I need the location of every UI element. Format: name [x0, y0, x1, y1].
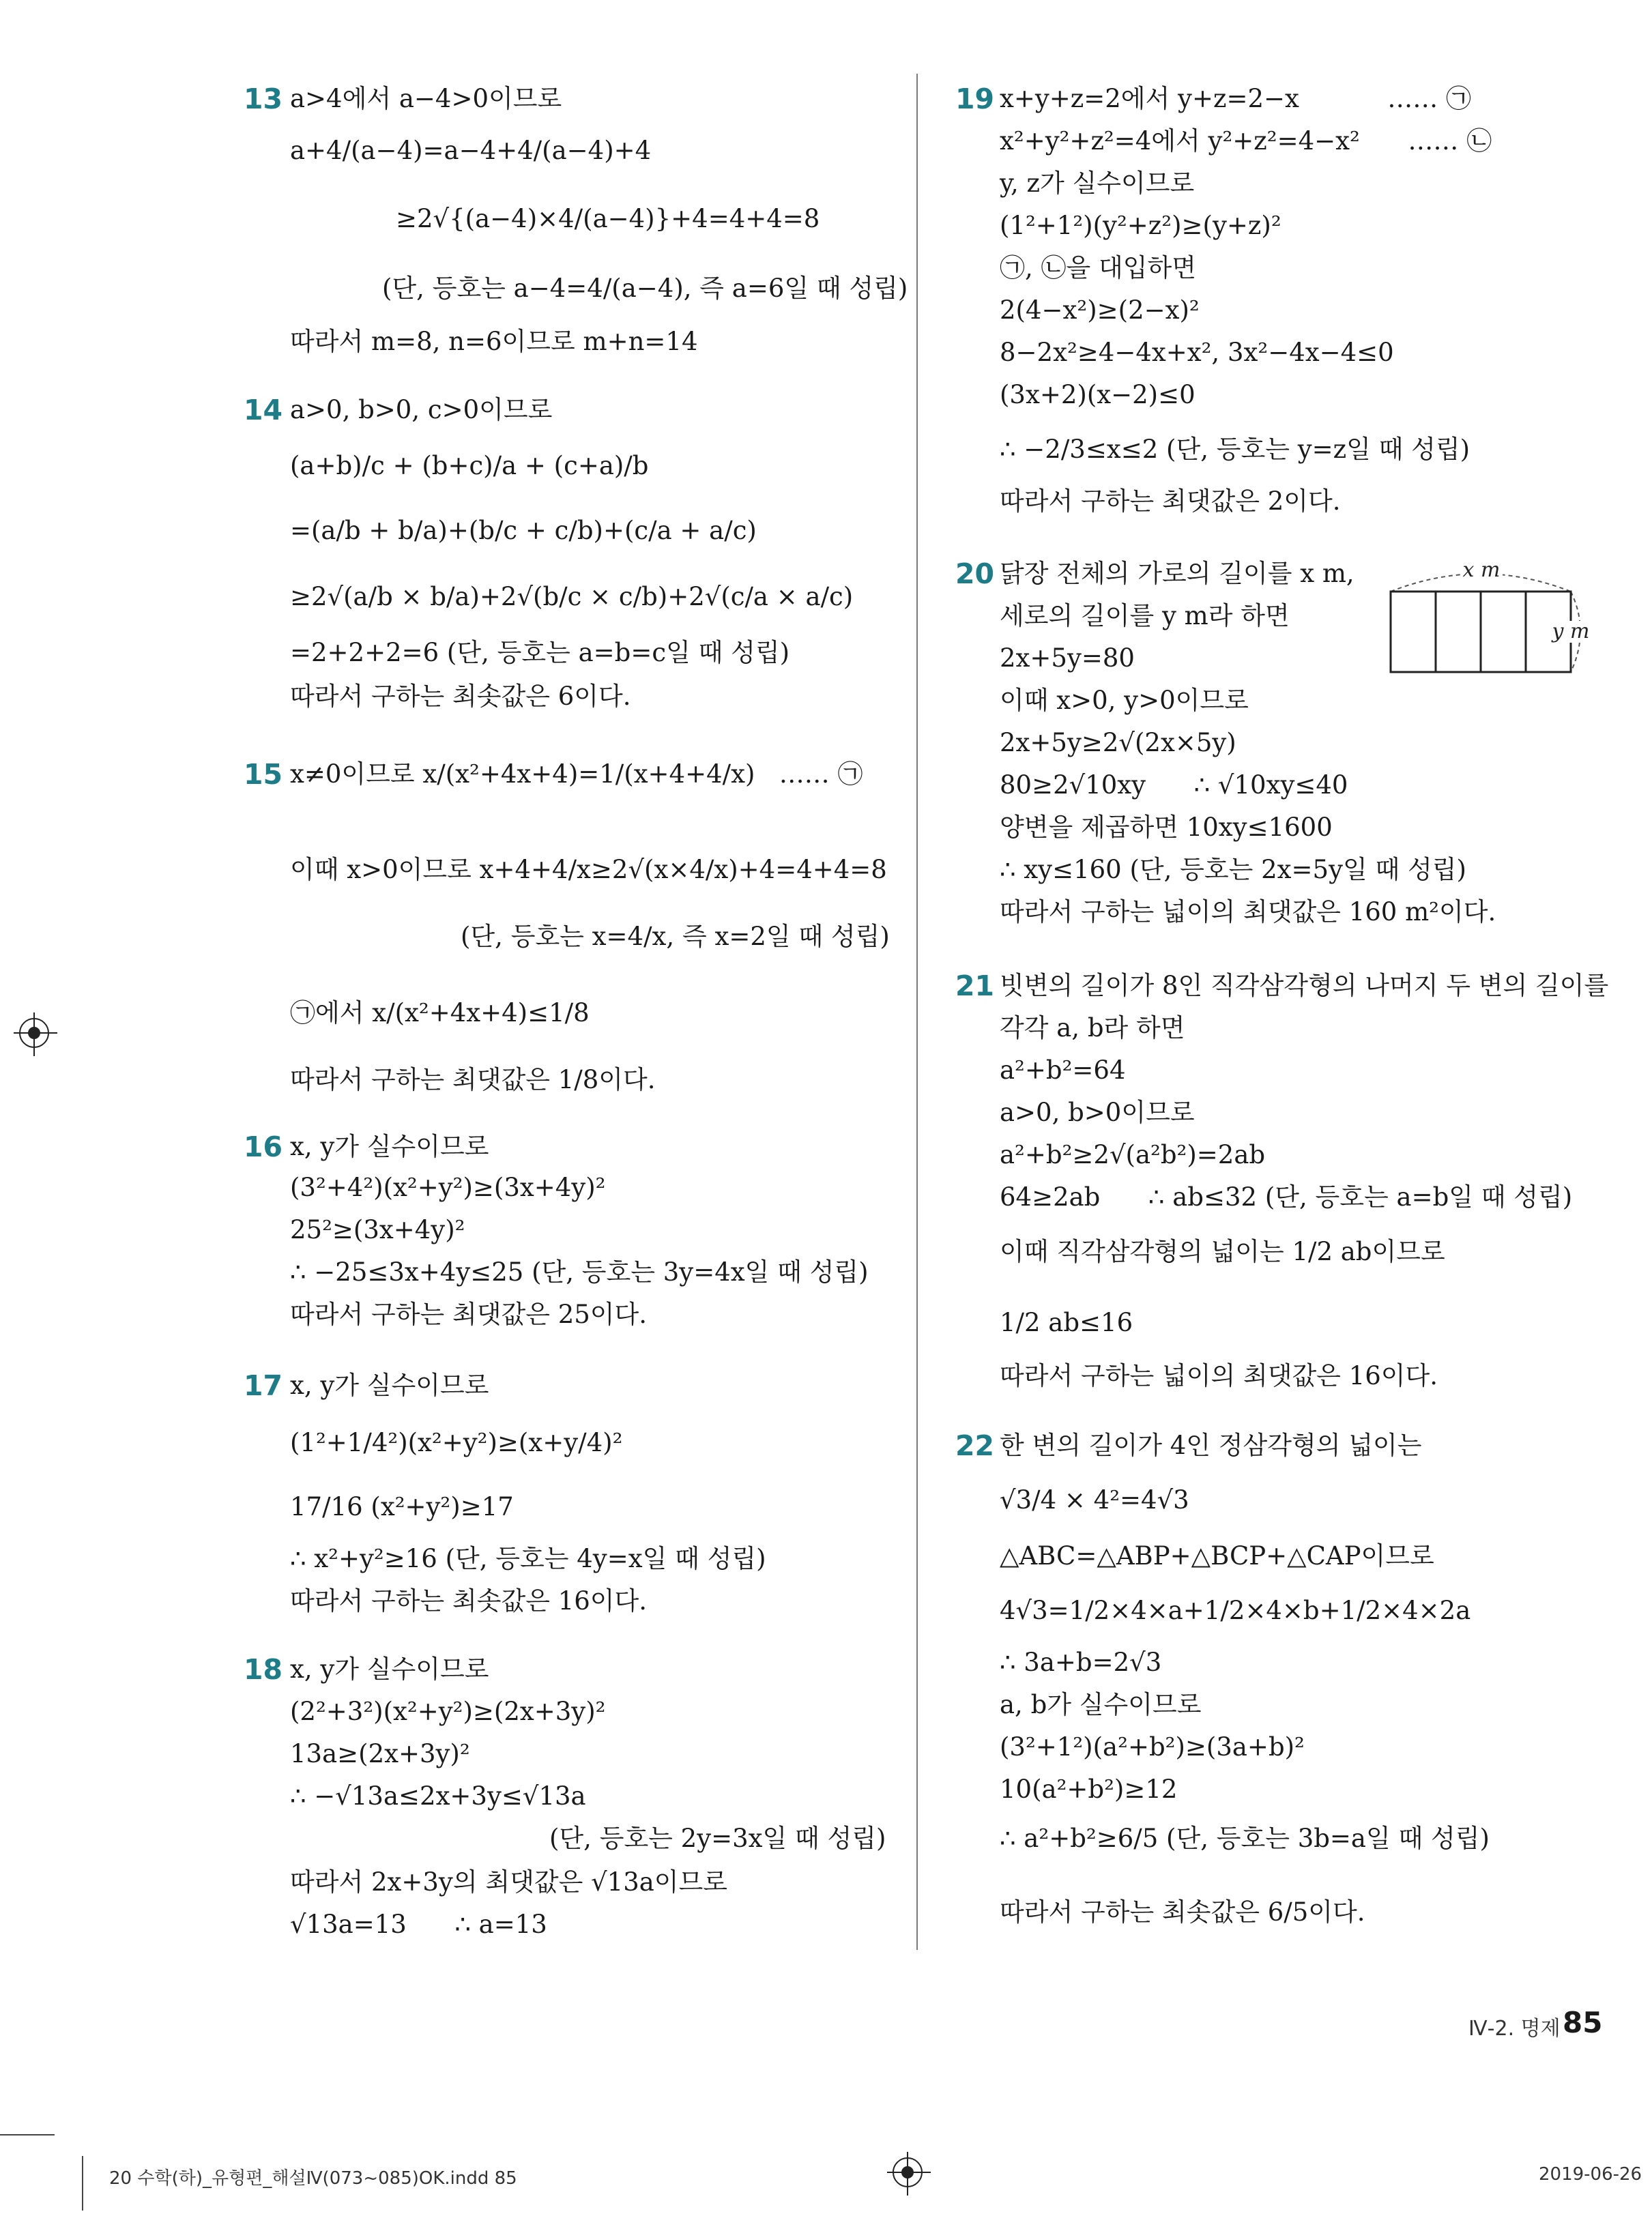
problem-16-line: 25²≥(3x+4y)² — [290, 1215, 465, 1244]
registration-mark-icon — [893, 2157, 923, 2187]
coop-diagram — [1385, 549, 1590, 699]
problem-19-line: 따라서 구하는 최댓값은 2이다. — [1000, 486, 1341, 516]
problem-20-line: 2x+5y≥2√(2x×5y) — [1000, 728, 1236, 757]
problem-18-line: 따라서 2x+3y의 최댓값은 √13a이므로 — [290, 1867, 728, 1897]
problem-22-line: 10(a²+b²)≥12 — [1000, 1775, 1178, 1804]
problem-15-line: (단, 등호는 x=4/x, 즉 x=2일 때 성립) — [461, 922, 890, 951]
problem-13-line: a>4에서 a−4>0이므로 — [290, 84, 562, 113]
problem-18-number: 18 — [244, 1653, 283, 1686]
problem-20-line: 80≥2√10xy ∴ √10xy≤40 — [1000, 770, 1348, 800]
problem-21-line: 각각 a, b라 하면 — [1000, 1013, 1185, 1043]
problem-17-line: ∴ x²+y²≥16 (단, 등호는 4y=x일 때 성립) — [290, 1544, 766, 1573]
problem-21-line: a>0, b>0이므로 — [1000, 1098, 1195, 1127]
problem-14-line: a>0, b>0, c>0이므로 — [290, 395, 553, 424]
file-name: 20 수학(하)_유형편_해설Ⅳ(073~085)OK.indd 85 — [109, 2168, 517, 2189]
problem-22-number: 22 — [955, 1429, 995, 1462]
problem-21-line: 1/2 ab≤16 — [1000, 1308, 1133, 1337]
problem-16-line: x, y가 실수이므로 — [290, 1132, 489, 1161]
problem-22-line: √3/4 × 4²=4√3 — [1000, 1485, 1189, 1515]
problem-14-line: =2+2+2=6 (단, 등호는 a=b=c일 때 성립) — [290, 638, 790, 667]
problem-13-line: a+4/(a−4)=a−4+4/(a−4)+4 — [290, 136, 652, 165]
crop-mark — [0, 2134, 55, 2135]
problem-20-line: ∴ xy≤160 (단, 등호는 2x=5y일 때 성립) — [1000, 855, 1466, 884]
problem-17-line: 17/16 (x²+y²)≥17 — [290, 1492, 514, 1521]
problem-14-line: (a+b)/c + (b+c)/a + (c+a)/b — [290, 451, 649, 480]
problem-16-line: 따라서 구하는 최댓값은 25이다. — [290, 1300, 648, 1329]
side-label: y m — [1552, 619, 1590, 643]
problem-21-line: a²+b²≥2√(a²b²)=2ab — [1000, 1140, 1266, 1169]
crop-mark — [82, 2156, 83, 2211]
problem-22-line: △ABC=△ABP+△BCP+△CAP이므로 — [1000, 1541, 1434, 1571]
problem-19-line: y, z가 실수이므로 — [1000, 169, 1195, 198]
problem-20-line: 세로의 길이를 y m라 하면 — [1000, 601, 1290, 630]
problem-19-line: ∴ −2/3≤x≤2 (단, 등호는 y=z일 때 성립) — [1000, 435, 1470, 464]
top-label: x m — [1462, 558, 1501, 582]
problem-22-line: ∴ 3a+b=2√3 — [1000, 1648, 1162, 1677]
problem-14-line: 따라서 구하는 최솟값은 6이다. — [290, 682, 631, 711]
problem-22-line: 4√3=1/2×4×a+1/2×4×b+1/2×4×2a — [1000, 1596, 1471, 1625]
problem-19-line: x²+y²+z²=4에서 y²+z²=4−x² …… ㉡ — [1000, 126, 1492, 156]
problem-18-line: ∴ −√13a≤2x+3y≤√13a — [290, 1781, 586, 1811]
problem-18-line: (단, 등호는 2y=3x일 때 성립) — [549, 1824, 886, 1853]
problem-21-line: 이때 직각삼각형의 넓이는 1/2 ab이므로 — [1000, 1237, 1445, 1266]
problem-14-line: =(a/b + b/a)+(b/c + c/b)+(c/a + a/c) — [290, 516, 757, 545]
problem-20-line: 이때 x>0, y>0이므로 — [1000, 686, 1249, 715]
problem-20-line: 따라서 구하는 넓이의 최댓값은 160 m²이다. — [1000, 897, 1496, 927]
problem-22-line: 한 변의 길이가 4인 정삼각형의 넓이는 — [1000, 1431, 1422, 1460]
print-date: 2019-06-26 — [1539, 2164, 1642, 2185]
problem-19-line: 2(4−x²)≥(2−x)² — [1000, 295, 1200, 325]
problem-19-line: 8−2x²≥4−4x+x², 3x²−4x−4≤0 — [1000, 338, 1394, 367]
problem-13-number: 13 — [244, 83, 283, 115]
problem-15-line: 이때 x>0이므로 x+4+4/x≥2√(x×4/x)+4=4+4=8 — [290, 855, 887, 884]
problem-22-line: a, b가 실수이므로 — [1000, 1690, 1202, 1719]
problem-21-number: 21 — [955, 970, 995, 1002]
problem-15-line: 따라서 구하는 최댓값은 1/8이다. — [290, 1065, 656, 1094]
problem-21-line: 따라서 구하는 넓이의 최댓값은 16이다. — [1000, 1361, 1438, 1390]
section-reference: Ⅳ-2. 명제 — [1468, 2017, 1561, 2041]
problem-20-number: 20 — [955, 557, 995, 590]
problem-17-line: (1²+1/4²)(x²+y²)≥(x+y/4)² — [290, 1428, 623, 1457]
problem-17-number: 17 — [244, 1369, 283, 1402]
problem-20-line: 닭장 전체의 가로의 길이를 x m, — [1000, 559, 1354, 588]
problem-16-line: ∴ −25≤3x+4y≤25 (단, 등호는 3y=4x일 때 성립) — [290, 1257, 869, 1287]
problem-18-line: x, y가 실수이므로 — [290, 1654, 489, 1684]
problem-17-line: 따라서 구하는 최솟값은 16이다. — [290, 1586, 648, 1616]
column-divider — [916, 74, 918, 1950]
problem-20-line: 2x+5y=80 — [1000, 643, 1135, 673]
problem-19-line: (3x+2)(x−2)≤0 — [1000, 380, 1195, 409]
problem-18-line: (2²+3²)(x²+y²)≥(2x+3y)² — [290, 1697, 606, 1726]
page-number: 85 — [1563, 2006, 1603, 2039]
problem-22-line: (3²+1²)(a²+b²)≥(3a+b)² — [1000, 1732, 1305, 1762]
problem-19-number: 19 — [955, 83, 995, 115]
problem-15-number: 15 — [244, 758, 283, 791]
problem-17-line: x, y가 실수이므로 — [290, 1371, 489, 1400]
problem-18-line: √13a=13 ∴ a=13 — [290, 1910, 547, 1939]
problem-22-line: ∴ a²+b²≥6/5 (단, 등호는 3b=a일 때 성립) — [1000, 1824, 1490, 1853]
problem-19-line: x+y+z=2에서 y+z=2−x …… ㉠ — [1000, 84, 1471, 113]
problem-15-line: x≠0이므로 x/(x²+4x+4)=1/(x+4+4/x) …… ㉠ — [290, 759, 863, 789]
problem-22-line: 따라서 구하는 최솟값은 6/5이다. — [1000, 1897, 1365, 1927]
problem-19-line: ㉠, ㉡을 대입하면 — [1000, 253, 1196, 282]
problem-14-line: ≥2√(a/b × b/a)+2√(b/c × c/b)+2√(c/a × a/c) — [290, 582, 854, 611]
problem-13-line: 따라서 m=8, n=6이므로 m+n=14 — [290, 327, 698, 356]
problem-21-line: 빗변의 길이가 8인 직각삼각형의 나머지 두 변의 길이를 — [1000, 971, 1609, 1000]
problem-14-number: 14 — [244, 394, 283, 426]
problem-20-line: 양변을 제곱하면 10xy≤1600 — [1000, 813, 1333, 842]
problem-21-line: a²+b²=64 — [1000, 1055, 1126, 1085]
problem-16-line: (3²+4²)(x²+y²)≥(3x+4y)² — [290, 1173, 606, 1202]
problem-19-line: (1²+1²)(y²+z²)≥(y+z)² — [1000, 211, 1281, 240]
problem-21-line: 64≥2ab ∴ ab≤32 (단, 등호는 a=b일 때 성립) — [1000, 1182, 1573, 1212]
problem-13-line: (단, 등호는 a−4=4/(a−4), 즉 a=6일 때 성립) — [382, 274, 908, 303]
problem-16-number: 16 — [244, 1131, 283, 1163]
problem-15-line: ㉠에서 x/(x²+4x+4)≤1/8 — [290, 998, 590, 1027]
problem-18-line: 13a≥(2x+3y)² — [290, 1739, 470, 1768]
problem-13-line: ≥2√{(a−4)×4/(a−4)}+4=4+4=8 — [396, 204, 820, 233]
registration-mark-icon — [19, 1018, 49, 1048]
